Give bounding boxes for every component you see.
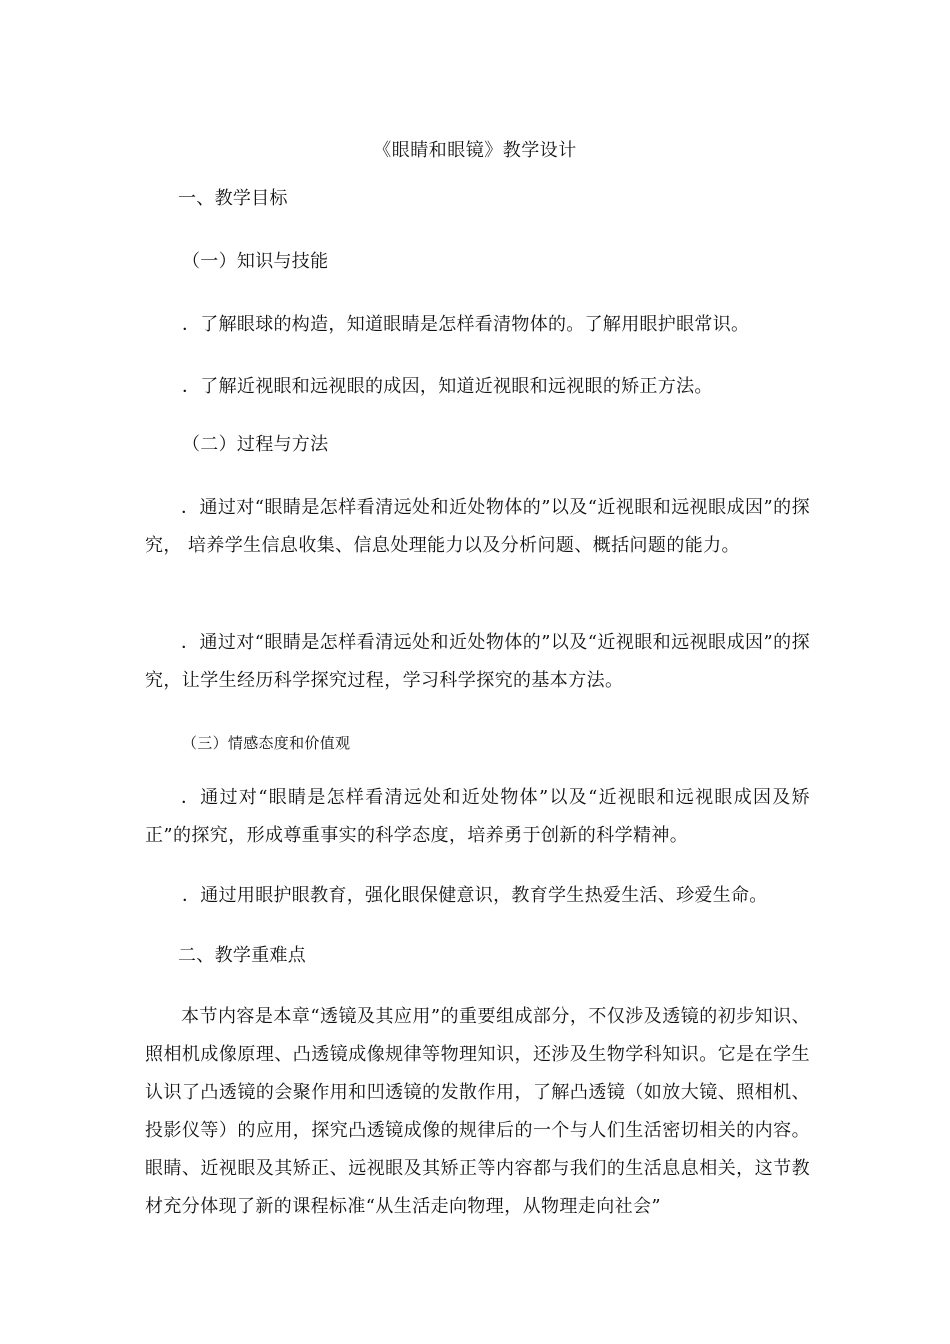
sub2-item1: ．通过对“眼睛是怎样看清远处和近处物体的”以及“近视眼和远视眼成因”的探究， 培养学生信息收集、信息处理能力以及分析问题、概括问题的能力。: [145, 497, 810, 556]
sub1-item2: ．了解近视眼和远视眼的成因，知道近视眼和远视眼的矫正方法。: [182, 376, 713, 397]
section2-paragraph: 本节内容是本章“透镜及其应用”的重要组成部分，不仅涉及透镜的初步知识、照相机成像原理、凸透镜成像规律等物理知识，还涉及生物学科知识。它是在学生认识了凸透镜的会聚作用和凹透镜的发散作用，了解凸透镜（如放大镜、照相机、投影仪等）的应用，探究凸透镜成像的规律后的一个与人们生活密切相关的内容。眼睛、近视眼及其矫正、远视眼及其矫正等内容都与我们的生活息息相关，这节教材充分体现了新的课程标准“从生活走向物理，从物理走向社会”: [145, 1006, 810, 1217]
sub1-item1: ．了解眼球的构造，知道眼睛是怎样看清物体的。了解用眼护眼常识。: [182, 314, 750, 335]
sub1-heading: （一）知识与技能: [182, 251, 329, 272]
sub3-item1: ．通过对“眼睛是怎样看清远处和近处物体”以及“近视眼和远视眼成因及矫正”的探究，形成尊重事实的科学态度，培养勇于创新的科学精神。: [145, 787, 810, 846]
sub2-heading: （二）过程与方法: [182, 434, 329, 455]
sub3-heading: （三）情感态度和价值观: [182, 734, 351, 752]
document-title: 《眼睛和眼镜》教学设计: [373, 140, 577, 161]
section2-heading: 二、教学重难点: [178, 945, 307, 966]
sub3-item2: ．通过用眼护眼教育，强化眼保健意识，教育学生热爱生活、珍爱生命。: [182, 885, 768, 906]
section1-heading: 一、教学目标: [178, 188, 288, 209]
sub2-item2: ．通过对“眼睛是怎样看清远处和近处物体的”以及“近视眼和远视眼成因”的探究，让学生经历科学探究过程，学习科学探究的基本方法。: [145, 632, 810, 691]
